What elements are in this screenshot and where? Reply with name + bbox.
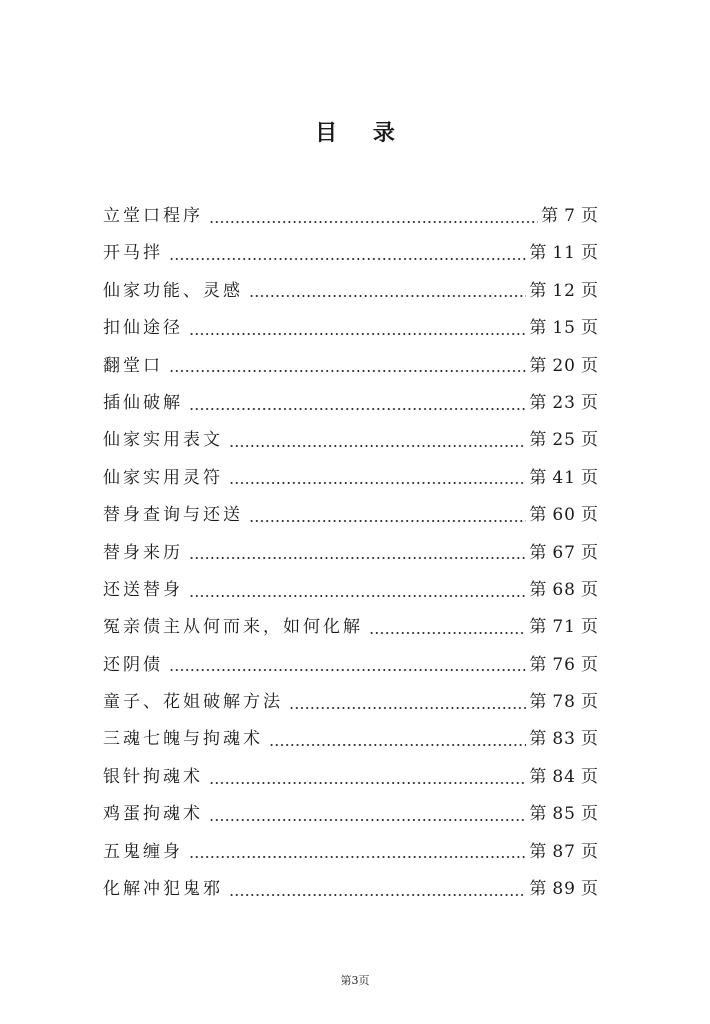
toc-entry-label: 银针拘魂术: [103, 766, 203, 787]
page-suffix: 页: [581, 766, 599, 787]
page-number: 76: [552, 654, 576, 675]
page-prefix: 第: [529, 617, 548, 638]
page-number: 25: [552, 430, 576, 451]
page-suffix: 页: [581, 280, 599, 301]
toc-entry: [103, 647, 599, 684]
page-suffix: 页: [581, 206, 599, 226]
toc-entry-label: 仙家实用表文: [103, 430, 223, 451]
page-number: 89: [552, 879, 576, 900]
toc-entry-label: 五鬼缠身: [103, 841, 183, 862]
toc-entry-label: 冤亲债主从何而来，如何化解: [103, 617, 363, 638]
toc-entry-label: 三魂七魄与拘魂术: [103, 729, 263, 750]
toc-entry-label: 鸡蛋拘魂术: [103, 804, 203, 825]
page-prefix: 第: [529, 243, 548, 264]
toc-entry-label: 童子、花姐破解方法: [103, 692, 283, 713]
toc-entry-label: 替身来历: [103, 542, 183, 563]
page-prefix: 第: [529, 729, 548, 750]
dot-leader: [169, 370, 526, 372]
toc-entry: [103, 684, 599, 721]
dot-leader: [189, 856, 526, 858]
page-prefix: 第: [529, 879, 548, 900]
page-prefix: 第: [529, 467, 548, 488]
page-number: 12: [552, 280, 576, 301]
page-number: 78: [552, 692, 576, 713]
toc-entry-label: 立堂口程序: [103, 206, 203, 226]
page-suffix: 页: [581, 542, 599, 563]
toc-entry: [103, 796, 599, 833]
page-prefix: 第: [529, 392, 548, 413]
page-suffix: 页: [581, 841, 599, 862]
toc-entry-label: 扣仙途径: [103, 318, 183, 339]
toc-entry-page: [529, 871, 599, 908]
toc-entry-page: [529, 348, 599, 385]
page-prefix: 第: [529, 654, 548, 675]
toc-entry-page: [529, 273, 599, 310]
dot-leader: [229, 445, 526, 447]
page-prefix: 第: [529, 542, 548, 563]
page-number: 41: [552, 467, 576, 488]
toc-entry-label: 化解冲犯鬼邪: [103, 879, 223, 900]
toc-entry: [103, 348, 599, 385]
page-prefix: 第: [529, 692, 548, 713]
toc-entry: [103, 235, 599, 272]
page-number-footer: 第3页: [340, 974, 370, 987]
dot-leader: [249, 295, 526, 297]
toc-entry: [103, 834, 599, 871]
toc-entry-page: [529, 385, 599, 422]
toc-entry-page: [529, 796, 599, 833]
toc-entry: [103, 310, 599, 347]
toc-entry-label: 仙家功能、灵感: [103, 280, 243, 301]
toc-entry: [103, 198, 599, 235]
toc-entry: [103, 572, 599, 609]
page-suffix: 页: [581, 617, 599, 638]
page-suffix: 页: [581, 467, 599, 488]
toc-entry-page: [541, 198, 599, 235]
page-number: 67: [552, 542, 576, 563]
dot-leader: [209, 221, 538, 223]
dot-leader: [369, 632, 526, 634]
toc-entry-label: 还送替身: [103, 579, 183, 600]
dot-leader: [189, 595, 526, 597]
table-of-contents: [103, 198, 599, 908]
toc-entry-page: [529, 684, 599, 721]
toc-entry-page: [529, 497, 599, 534]
dot-leader: [169, 669, 526, 671]
toc-entry: [103, 497, 599, 534]
page-number: 23: [552, 392, 576, 413]
page-prefix: 第: [529, 841, 548, 862]
toc-entry: [103, 609, 599, 646]
dot-leader: [289, 707, 526, 709]
page-number: 85: [552, 804, 576, 825]
page-suffix: 页: [581, 355, 599, 376]
page-suffix: 页: [581, 804, 599, 825]
toc-entry-page: [529, 460, 599, 497]
page-prefix: 第: [529, 280, 548, 301]
toc-entry-label: 还阴债: [103, 654, 163, 675]
dot-leader: [209, 819, 526, 821]
toc-entry: [103, 871, 599, 908]
page-prefix: 第: [529, 766, 548, 787]
page-number: 60: [552, 505, 576, 526]
toc-entry-page: [529, 310, 599, 347]
page-prefix: 第: [529, 579, 548, 600]
page-number: 71: [552, 617, 576, 638]
page-suffix: 页: [581, 318, 599, 339]
page-number: 83: [552, 729, 576, 750]
page-number: 7: [564, 206, 576, 226]
toc-entry: [103, 273, 599, 310]
page-prefix: 第: [541, 206, 560, 226]
dot-leader: [229, 482, 526, 484]
toc-entry: [103, 535, 599, 572]
toc-entry-label: 插仙破解: [103, 392, 183, 413]
dot-leader: [169, 258, 526, 260]
dot-leader: [249, 520, 526, 522]
page-prefix: 第: [529, 505, 548, 526]
toc-entry-page: [529, 535, 599, 572]
page-number: 87: [552, 841, 576, 862]
page-number: 15: [552, 318, 576, 339]
toc-entry-page: [529, 235, 599, 272]
page-number: 84: [552, 766, 576, 787]
page-suffix: 页: [581, 505, 599, 526]
page-prefix: 第: [529, 430, 548, 451]
toc-entry-page: [529, 572, 599, 609]
page-suffix: 页: [581, 392, 599, 413]
toc-entry-page: [529, 721, 599, 758]
toc-entry-page: [529, 759, 599, 796]
page-suffix: 页: [581, 430, 599, 451]
toc-entry: [103, 385, 599, 422]
page-prefix: 第: [529, 355, 548, 376]
toc-entry: [103, 422, 599, 459]
page-suffix: 页: [581, 654, 599, 675]
page-suffix: 页: [581, 729, 599, 750]
page-suffix: 页: [581, 243, 599, 264]
toc-entry-label: 开马拌: [103, 243, 163, 264]
dot-leader: [209, 782, 526, 784]
page-suffix: 页: [581, 879, 599, 900]
toc-entry-page: [529, 647, 599, 684]
toc-entry-page: [529, 609, 599, 646]
page-number: 11: [552, 243, 576, 264]
page-prefix: 第: [529, 318, 548, 339]
toc-entry: [103, 460, 599, 497]
page-title: 目 录: [315, 121, 409, 146]
page-number: 20: [552, 355, 576, 376]
page-suffix: 页: [581, 579, 599, 600]
dot-leader: [229, 894, 526, 896]
toc-entry-label: 仙家实用灵符: [103, 467, 223, 488]
dot-leader: [189, 557, 526, 559]
page-number: 68: [552, 579, 576, 600]
toc-entry-label: 替身查询与还送: [103, 505, 243, 526]
page-suffix: 页: [581, 692, 599, 713]
dot-leader: [189, 333, 526, 335]
toc-entry-page: [529, 422, 599, 459]
toc-entry: [103, 721, 599, 758]
toc-entry-label: 翻堂口: [103, 355, 163, 376]
toc-entry-page: [529, 834, 599, 871]
toc-entry: [103, 759, 599, 796]
dot-leader: [269, 744, 526, 746]
page-prefix: 第: [529, 804, 548, 825]
dot-leader: [189, 408, 526, 410]
